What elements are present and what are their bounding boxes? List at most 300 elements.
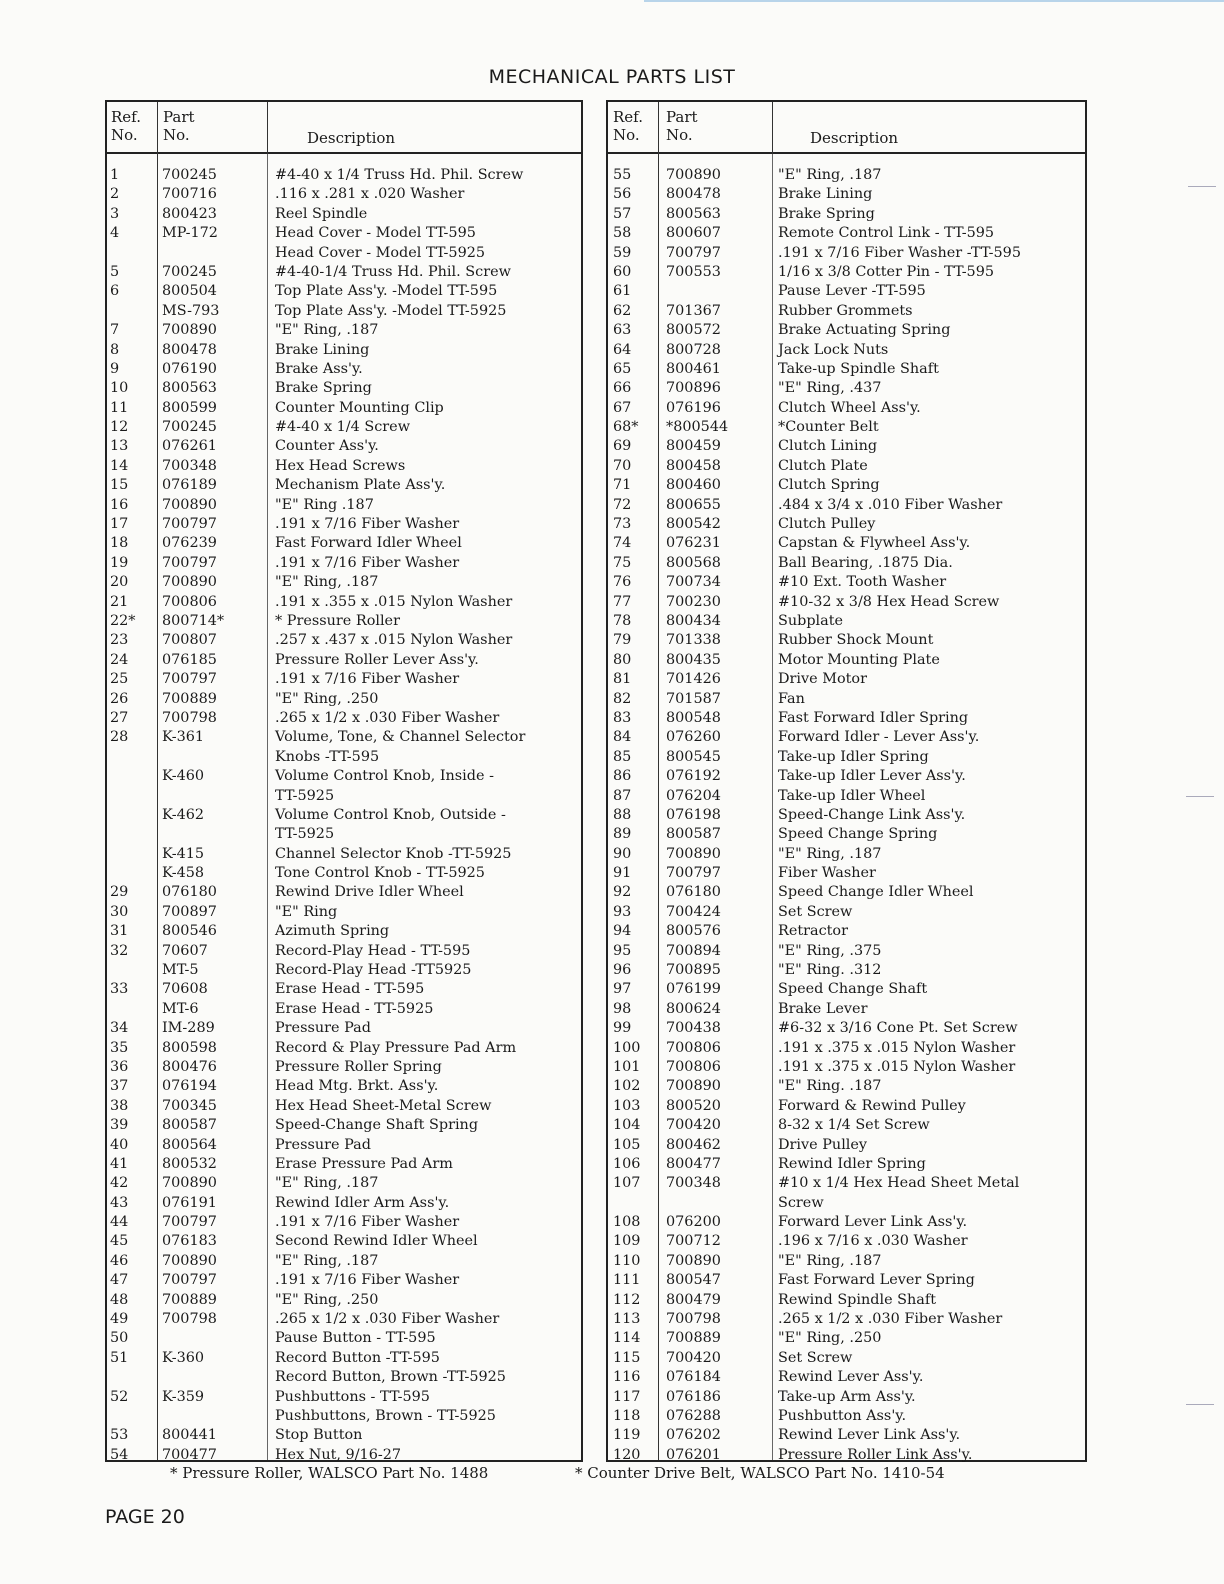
ref-no-cell: 77 bbox=[613, 593, 632, 610]
table-row bbox=[107, 845, 581, 864]
ref-no-cell: 76 bbox=[613, 574, 632, 591]
table-row bbox=[107, 554, 581, 573]
description-cell: Rewind Lever Link Ass'y. bbox=[778, 1427, 961, 1444]
table-row bbox=[107, 224, 581, 243]
ref-no-cell: 109 bbox=[613, 1233, 641, 1250]
table-row bbox=[608, 864, 1085, 883]
part-no-cell: 700890 bbox=[666, 167, 721, 183]
part-no-cell: 700798 bbox=[666, 1311, 721, 1328]
part-no-cell: 800568 bbox=[666, 554, 721, 571]
description-cell: "E" Ring, .187 bbox=[778, 167, 882, 183]
ref-no-cell: 79 bbox=[613, 632, 632, 649]
description-cell: Set Screw bbox=[778, 903, 853, 920]
part-no-cell: 076239 bbox=[162, 535, 217, 552]
ref-no-cell: 67 bbox=[613, 399, 632, 416]
ref-no-cell: 50 bbox=[110, 1330, 129, 1347]
table-row bbox=[107, 1116, 581, 1135]
ref-no-cell: 91 bbox=[613, 865, 632, 882]
description-cell: Pressure Roller Link Ass'y. bbox=[778, 1446, 973, 1463]
table-row bbox=[608, 399, 1085, 418]
part-no-cell: 800607 bbox=[666, 225, 721, 242]
part-no-cell: 076185 bbox=[162, 651, 217, 668]
ref-no-cell: 92 bbox=[613, 884, 632, 901]
table-row bbox=[107, 825, 581, 844]
description-cell: "E" Ring, .250 bbox=[778, 1330, 882, 1347]
part-no-cell: 076202 bbox=[666, 1427, 721, 1444]
description-cell: "E" Ring, .187 bbox=[275, 1252, 379, 1269]
description-cell: Fan bbox=[778, 690, 805, 707]
ref-no-cell: 75 bbox=[613, 554, 632, 571]
part-no-cell: 076190 bbox=[162, 360, 217, 377]
ref-no-cell: 100 bbox=[613, 1039, 641, 1056]
header-ref: Ref. bbox=[111, 108, 141, 126]
description-cell: .265 x 1/2 x .030 Fiber Washer bbox=[275, 1311, 500, 1328]
part-no-cell: 800520 bbox=[666, 1097, 721, 1114]
ref-no-cell: 83 bbox=[613, 709, 632, 726]
description-cell: Record Button, Brown -TT-5925 bbox=[275, 1369, 506, 1386]
description-cell: Brake Spring bbox=[778, 205, 875, 222]
table-row bbox=[608, 1000, 1085, 1019]
part-no-cell: 700797 bbox=[162, 516, 217, 533]
ref-no-cell: 41 bbox=[110, 1155, 129, 1172]
description-cell: Retractor bbox=[778, 923, 848, 940]
description-cell: Erase Head - TT-5925 bbox=[275, 1000, 434, 1017]
ref-no-cell: 103 bbox=[613, 1097, 641, 1114]
description-cell: Brake Actuating Spring bbox=[778, 322, 951, 339]
description-cell: Clutch Spring bbox=[778, 477, 880, 494]
ref-no-cell: 86 bbox=[613, 768, 632, 785]
description-cell: Brake Lining bbox=[275, 341, 370, 358]
description-cell: Hex Head Sheet-Metal Screw bbox=[275, 1097, 492, 1114]
description-cell: Pause Button - TT-595 bbox=[275, 1330, 436, 1347]
part-no-cell: 700553 bbox=[666, 263, 721, 280]
description-cell: Head Cover - Model TT-5925 bbox=[275, 244, 486, 261]
ref-no-cell: 8 bbox=[110, 341, 120, 358]
description-cell: Erase Pressure Pad Arm bbox=[275, 1155, 453, 1172]
part-no-cell: 700438 bbox=[666, 1020, 721, 1037]
description-cell: TT-5925 bbox=[275, 826, 335, 843]
table-row bbox=[608, 1368, 1085, 1387]
part-no-cell: *800544 bbox=[666, 419, 729, 436]
table-row bbox=[107, 690, 581, 709]
part-no-cell: 700807 bbox=[162, 632, 217, 649]
description-cell: Volume Control Knob, Outside - bbox=[275, 806, 506, 823]
part-no-cell: 076201 bbox=[666, 1446, 721, 1463]
table-row bbox=[608, 205, 1085, 224]
description-cell: Pause Lever -TT-595 bbox=[778, 283, 926, 300]
description-cell: Hex Head Screws bbox=[275, 457, 406, 474]
part-no-cell: 800461 bbox=[666, 360, 721, 377]
table-row bbox=[107, 612, 581, 631]
ref-no-cell: 117 bbox=[613, 1388, 641, 1405]
description-cell: Rewind Spindle Shaft bbox=[778, 1291, 936, 1308]
ref-no-cell: 22* bbox=[110, 612, 136, 629]
description-cell: Rewind Idler Arm Ass'y. bbox=[275, 1194, 450, 1211]
description-cell: Top Plate Ass'y. -Model TT-595 bbox=[275, 283, 498, 300]
ref-no-cell: 9 bbox=[110, 360, 120, 377]
table-row bbox=[107, 922, 581, 941]
description-cell: "E" Ring, .187 bbox=[778, 1252, 882, 1269]
header-part-no: No. bbox=[666, 126, 693, 144]
description-cell: Record-Play Head -TT5925 bbox=[275, 962, 472, 979]
table-row bbox=[107, 961, 581, 980]
table-row bbox=[608, 457, 1085, 476]
description-cell: .484 x 3/4 x .010 Fiber Washer bbox=[778, 496, 1003, 513]
part-no-cell: 800576 bbox=[666, 923, 721, 940]
table-row bbox=[608, 224, 1085, 243]
part-no-cell: 800423 bbox=[162, 205, 217, 222]
table-row bbox=[608, 631, 1085, 650]
description-cell: Take-up Idler Wheel bbox=[778, 787, 926, 804]
ref-no-cell: 89 bbox=[613, 826, 632, 843]
description-cell: Pressure Pad bbox=[275, 1136, 371, 1153]
ref-no-cell: 36 bbox=[110, 1058, 129, 1075]
part-no-cell: 800655 bbox=[666, 496, 721, 513]
table-row bbox=[608, 418, 1085, 437]
part-no-cell: 700345 bbox=[162, 1097, 217, 1114]
table-row bbox=[608, 1213, 1085, 1232]
table-row bbox=[608, 1174, 1085, 1193]
description-cell: Fast Forward Idler Spring bbox=[778, 709, 969, 726]
description-cell: Speed Change Shaft bbox=[778, 981, 928, 998]
table-row bbox=[608, 302, 1085, 321]
ref-no-cell: 107 bbox=[613, 1175, 641, 1192]
description-cell: .116 x .281 x .020 Washer bbox=[275, 186, 465, 203]
table-row bbox=[107, 418, 581, 437]
table-row bbox=[608, 612, 1085, 631]
table-row bbox=[608, 185, 1085, 204]
part-no-cell: 700798 bbox=[162, 709, 217, 726]
ref-no-cell: 18 bbox=[110, 535, 129, 552]
table-row bbox=[107, 515, 581, 534]
table-row bbox=[608, 728, 1085, 747]
ref-no-cell: 30 bbox=[110, 903, 129, 920]
description-cell: .191 x 7/16 Fiber Washer bbox=[275, 1214, 460, 1231]
description-cell: Counter Ass'y. bbox=[275, 438, 379, 455]
ref-no-cell: 60 bbox=[613, 263, 632, 280]
description-cell: Rewind Drive Idler Wheel bbox=[275, 884, 464, 901]
ref-no-cell: 72 bbox=[613, 496, 632, 513]
ref-no-cell: 71 bbox=[613, 477, 632, 494]
part-no-cell: 700896 bbox=[666, 380, 721, 397]
ref-no-cell: 42 bbox=[110, 1175, 129, 1192]
table-body bbox=[608, 166, 1085, 1465]
part-no-cell: 800441 bbox=[162, 1427, 217, 1444]
ref-no-cell: 10 bbox=[110, 380, 129, 397]
part-no-cell: 800572 bbox=[666, 322, 721, 339]
table-row bbox=[608, 1407, 1085, 1426]
table-row bbox=[107, 1271, 581, 1290]
description-cell: *Counter Belt bbox=[778, 419, 879, 436]
ref-no-cell: 105 bbox=[613, 1136, 641, 1153]
table-row bbox=[107, 806, 581, 825]
part-no-cell: 076189 bbox=[162, 477, 217, 494]
description-cell: "E" Ring, .187 bbox=[778, 845, 882, 862]
description-cell: Speed Change Idler Wheel bbox=[778, 884, 974, 901]
ref-no-cell: 27 bbox=[110, 709, 129, 726]
part-no-cell: 800587 bbox=[162, 1117, 217, 1134]
ref-no-cell: 93 bbox=[613, 903, 632, 920]
ref-no-cell: 111 bbox=[613, 1272, 641, 1289]
table-row bbox=[107, 457, 581, 476]
table-row bbox=[608, 825, 1085, 844]
table-row bbox=[107, 1291, 581, 1310]
table-row bbox=[107, 1000, 581, 1019]
description-cell: "E" Ring, .187 bbox=[275, 1175, 379, 1192]
description-cell: "E" Ring, .187 bbox=[275, 322, 379, 339]
description-cell: Counter Mounting Clip bbox=[275, 399, 444, 416]
header-part: Part bbox=[163, 108, 195, 126]
description-cell: .191 x .355 x .015 Nylon Washer bbox=[275, 593, 513, 610]
description-cell: Record-Play Head - TT-595 bbox=[275, 942, 471, 959]
part-no-cell: 700420 bbox=[666, 1117, 721, 1134]
table-row bbox=[107, 573, 581, 592]
description-cell: Rewind Lever Ass'y. bbox=[778, 1369, 924, 1386]
description-cell: Fast Forward Lever Spring bbox=[778, 1272, 975, 1289]
table-row bbox=[608, 1116, 1085, 1135]
part-no-cell: 700245 bbox=[162, 167, 217, 183]
description-cell: "E" Ring, .187 bbox=[275, 574, 379, 591]
table-row bbox=[608, 282, 1085, 301]
ref-no-cell: 17 bbox=[110, 516, 129, 533]
table-header bbox=[608, 102, 1085, 154]
description-cell: 8-32 x 1/4 Set Screw bbox=[778, 1117, 930, 1134]
ref-no-cell: 106 bbox=[613, 1155, 641, 1172]
part-no-cell: 800478 bbox=[666, 186, 721, 203]
margin-mark bbox=[1186, 1404, 1214, 1405]
part-no-cell: 700245 bbox=[162, 263, 217, 280]
table-row bbox=[608, 806, 1085, 825]
ref-no-cell: 14 bbox=[110, 457, 129, 474]
description-cell: Speed-Change Shaft Spring bbox=[275, 1117, 479, 1134]
part-no-cell: 700889 bbox=[162, 690, 217, 707]
ref-no-cell: 108 bbox=[613, 1214, 641, 1231]
part-no-cell: MP-172 bbox=[162, 225, 218, 242]
ref-no-cell: 55 bbox=[613, 167, 632, 183]
ref-no-cell: 113 bbox=[613, 1311, 641, 1328]
part-no-cell: 701426 bbox=[666, 671, 721, 688]
ref-no-cell: 15 bbox=[110, 477, 129, 494]
part-no-cell: 800546 bbox=[162, 923, 217, 940]
description-cell: .265 x 1/2 x .030 Fiber Washer bbox=[275, 709, 500, 726]
part-no-cell: 700348 bbox=[666, 1175, 721, 1192]
part-no-cell: 700889 bbox=[666, 1330, 721, 1347]
table-row bbox=[107, 321, 581, 340]
description-cell: Hex Nut, 9/16-27 bbox=[275, 1446, 402, 1463]
part-no-cell: 700798 bbox=[162, 1311, 217, 1328]
part-no-cell: 800476 bbox=[162, 1058, 217, 1075]
table-row bbox=[107, 360, 581, 379]
ref-no-cell: 70 bbox=[613, 457, 632, 474]
part-no-cell: 700890 bbox=[162, 322, 217, 339]
description-cell: Rubber Shock Mount bbox=[778, 632, 934, 649]
table-row bbox=[608, 651, 1085, 670]
ref-no-cell: 12 bbox=[110, 419, 129, 436]
description-cell: .257 x .437 x .015 Nylon Washer bbox=[275, 632, 513, 649]
table-row bbox=[608, 1058, 1085, 1077]
description-cell: Channel Selector Knob -TT-5925 bbox=[275, 845, 512, 862]
table-row bbox=[107, 244, 581, 263]
part-no-cell: 076260 bbox=[666, 729, 721, 746]
part-no-cell: 800479 bbox=[666, 1291, 721, 1308]
table-row bbox=[107, 1039, 581, 1058]
table-row bbox=[608, 437, 1085, 456]
table-row bbox=[107, 1077, 581, 1096]
table-row bbox=[608, 883, 1085, 902]
description-cell: "E" Ring. .312 bbox=[778, 962, 882, 979]
part-no-cell: 700890 bbox=[666, 1078, 721, 1095]
description-cell: Pressure Roller Spring bbox=[275, 1058, 442, 1075]
table-row bbox=[608, 1446, 1085, 1465]
description-cell: Brake Lining bbox=[778, 186, 873, 203]
description-cell: "E" Ring, .250 bbox=[275, 1291, 379, 1308]
table-row bbox=[107, 1329, 581, 1348]
table-row bbox=[107, 1310, 581, 1329]
header-ref: Ref. bbox=[613, 108, 643, 126]
description-cell: Clutch Lining bbox=[778, 438, 878, 455]
table-row bbox=[608, 1155, 1085, 1174]
description-cell: Knobs -TT-595 bbox=[275, 748, 380, 765]
table-row bbox=[107, 1446, 581, 1465]
part-no-cell: 700797 bbox=[162, 554, 217, 571]
part-no-cell: 800504 bbox=[162, 283, 217, 300]
ref-no-cell: 52 bbox=[110, 1388, 129, 1405]
part-no-cell: 700895 bbox=[666, 962, 721, 979]
table-row bbox=[608, 534, 1085, 553]
table-row bbox=[608, 496, 1085, 515]
description-cell: Set Screw bbox=[778, 1349, 853, 1366]
part-no-cell: 700806 bbox=[162, 593, 217, 610]
ref-no-cell: 20 bbox=[110, 574, 129, 591]
table-row bbox=[107, 1407, 581, 1426]
ref-no-cell: 73 bbox=[613, 516, 632, 533]
description-cell: #10 x 1/4 Hex Head Sheet Metal bbox=[778, 1175, 1020, 1192]
description-cell: Subplate bbox=[778, 612, 844, 629]
ref-no-cell: 25 bbox=[110, 671, 129, 688]
part-no-cell: 800714* bbox=[162, 612, 225, 629]
description-cell: Take-up Arm Ass'y. bbox=[778, 1388, 916, 1405]
description-cell: .191 x 7/16 Fiber Washer bbox=[275, 671, 460, 688]
description-cell: .191 x .375 x .015 Nylon Washer bbox=[778, 1058, 1016, 1075]
description-cell: Volume Control Knob, Inside - bbox=[275, 768, 494, 785]
table-row bbox=[107, 1368, 581, 1387]
part-no-cell: 700230 bbox=[666, 593, 721, 610]
ref-no-cell: 43 bbox=[110, 1194, 129, 1211]
ref-no-cell: 13 bbox=[110, 438, 129, 455]
part-no-cell: 800587 bbox=[666, 826, 721, 843]
table-row bbox=[608, 341, 1085, 360]
part-no-cell: 800458 bbox=[666, 457, 721, 474]
ref-no-cell: 47 bbox=[110, 1272, 129, 1289]
ref-no-cell: 118 bbox=[613, 1408, 641, 1424]
footnote-pressure-roller: * Pressure Roller, WALSCO Part No. 1488 bbox=[170, 1464, 489, 1482]
header-description: Description bbox=[307, 129, 396, 147]
ref-no-cell: 23 bbox=[110, 632, 129, 649]
description-cell: TT-5925 bbox=[275, 787, 335, 804]
table-row bbox=[107, 302, 581, 321]
margin-mark bbox=[1188, 186, 1216, 187]
table-row bbox=[107, 1194, 581, 1213]
part-no-cell: K-458 bbox=[162, 865, 205, 882]
part-no-cell: 700806 bbox=[666, 1039, 721, 1056]
table-row bbox=[608, 690, 1085, 709]
ref-no-cell: 119 bbox=[613, 1427, 641, 1444]
part-no-cell: K-415 bbox=[162, 845, 205, 862]
description-cell: .191 x 7/16 Fiber Washer bbox=[275, 1272, 460, 1289]
description-cell: Brake Spring bbox=[275, 380, 372, 397]
description-cell: Record Button -TT-595 bbox=[275, 1349, 440, 1366]
ref-no-cell: 62 bbox=[613, 302, 632, 319]
ref-no-cell: 120 bbox=[613, 1446, 641, 1463]
table-row bbox=[107, 282, 581, 301]
ref-no-cell: 98 bbox=[613, 1000, 632, 1017]
table-row bbox=[107, 748, 581, 767]
description-cell: Fast Forward Idler Wheel bbox=[275, 535, 462, 552]
ref-no-cell: 19 bbox=[110, 554, 129, 571]
description-cell: Rewind Idler Spring bbox=[778, 1155, 926, 1172]
table-row bbox=[608, 1097, 1085, 1116]
description-cell: Capstan & Flywheel Ass'y. bbox=[778, 535, 971, 552]
ref-no-cell: 7 bbox=[110, 322, 120, 339]
table-row bbox=[107, 980, 581, 999]
table-row bbox=[107, 1058, 581, 1077]
part-no-cell: 800477 bbox=[666, 1155, 721, 1172]
description-cell: Tone Control Knob - TT-5925 bbox=[275, 865, 485, 882]
description-cell: "E" Ring, .437 bbox=[778, 380, 882, 397]
table-row bbox=[608, 748, 1085, 767]
margin-mark bbox=[1186, 796, 1214, 797]
ref-no-cell: 74 bbox=[613, 535, 632, 552]
ref-no-cell: 34 bbox=[110, 1020, 129, 1037]
table-row bbox=[608, 515, 1085, 534]
part-no-cell: 076288 bbox=[666, 1408, 721, 1424]
table-row bbox=[107, 883, 581, 902]
description-cell: "E" Ring, .375 bbox=[778, 942, 882, 959]
part-no-cell: 700806 bbox=[666, 1058, 721, 1075]
description-cell: Speed-Change Link Ass'y. bbox=[778, 806, 966, 823]
table-row bbox=[608, 1349, 1085, 1368]
table-row bbox=[608, 1426, 1085, 1445]
ref-no-cell: 64 bbox=[613, 341, 632, 358]
table-row bbox=[107, 1213, 581, 1232]
ref-no-cell: 90 bbox=[613, 845, 632, 862]
ref-no-cell: 110 bbox=[613, 1252, 641, 1269]
part-no-cell: 800548 bbox=[666, 709, 721, 726]
description-cell: 1/16 x 3/8 Cotter Pin - TT-595 bbox=[778, 263, 995, 280]
part-no-cell: 700897 bbox=[162, 903, 217, 920]
ref-no-cell: 99 bbox=[613, 1020, 632, 1037]
description-cell: Record & Play Pressure Pad Arm bbox=[275, 1039, 517, 1056]
ref-no-cell: 46 bbox=[110, 1252, 129, 1269]
table-row bbox=[608, 166, 1085, 185]
header-ref-no: No. bbox=[613, 126, 640, 144]
part-no-cell: 700890 bbox=[162, 496, 217, 513]
ref-no-cell: 11 bbox=[110, 399, 129, 416]
ref-no-cell: 51 bbox=[110, 1349, 129, 1366]
description-cell: Speed Change Spring bbox=[778, 826, 938, 843]
table-row bbox=[608, 1136, 1085, 1155]
part-no-cell: 800542 bbox=[666, 516, 721, 533]
part-no-cell: 700894 bbox=[666, 942, 721, 959]
table-row bbox=[107, 1155, 581, 1174]
ref-no-cell: 97 bbox=[613, 981, 632, 998]
description-cell: Stop Button bbox=[275, 1427, 363, 1444]
ref-no-cell: 61 bbox=[613, 283, 632, 300]
description-cell: Pushbutton Ass'y. bbox=[778, 1408, 907, 1424]
description-cell: .191 x .375 x .015 Nylon Washer bbox=[778, 1039, 1016, 1056]
page-top-edge bbox=[644, 0, 1224, 10]
ref-no-cell: 32 bbox=[110, 942, 129, 959]
